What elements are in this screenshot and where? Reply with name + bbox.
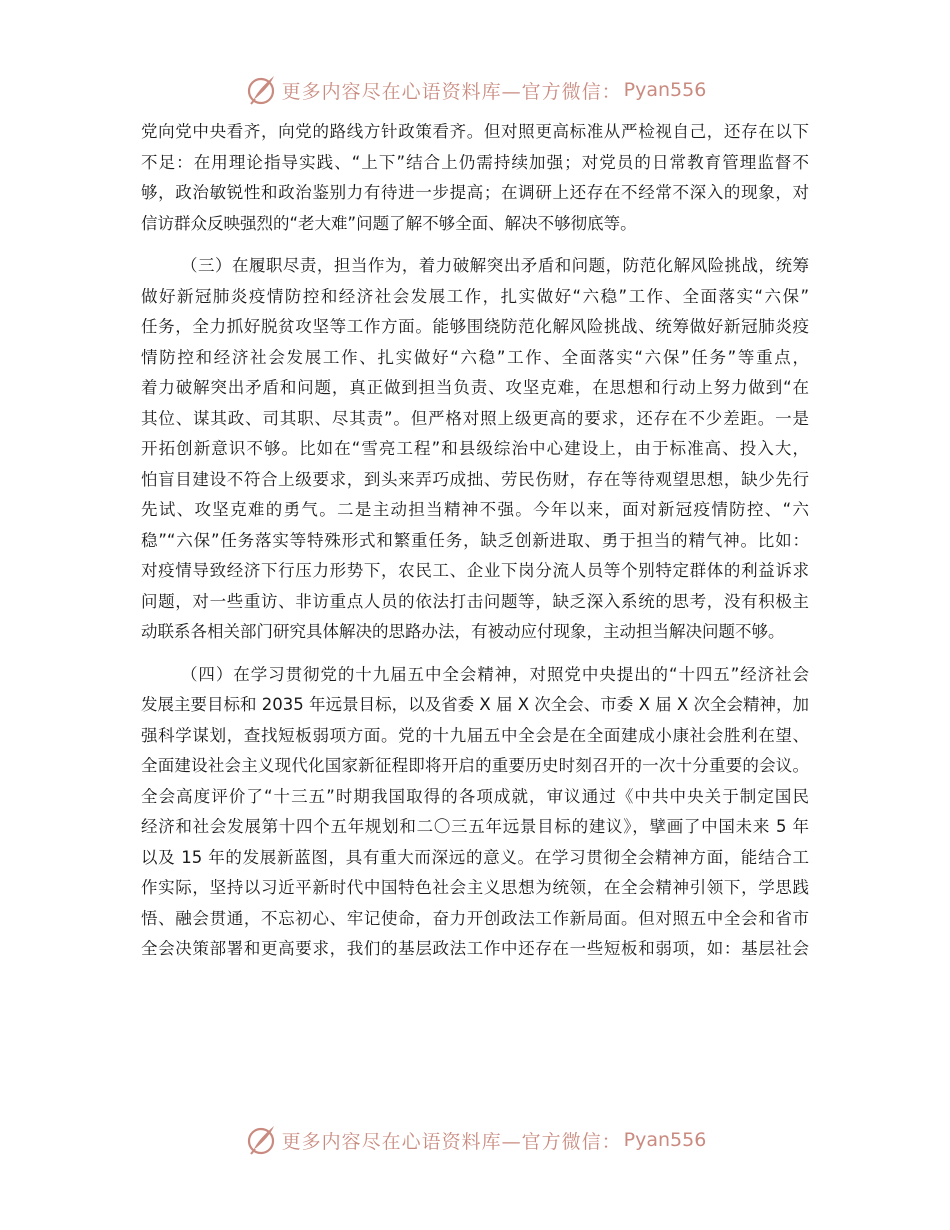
text-line: 作实际，坚持以习近平新时代中国特色社会主义思想为统领，在全会精神引领下，学思践 xyxy=(141,878,809,897)
text-line: （四）在学习贯彻党的十九届五中全会精神，对照党中央提出的“十四五”经济社会 xyxy=(181,664,809,684)
feather-logo-icon xyxy=(244,73,278,107)
text-line: 全会高度评价了“十三五”时期我国取得的各项成就，审议通过《中共中央关于制定国民 xyxy=(141,786,809,806)
text-line: 怕盲目建设不符合上级要求，到头来弄巧成拙、劳民伤财，存在等待观望思想，缺少先行 xyxy=(141,469,809,489)
text-line: （三）在履职尽责，担当作为，着力破解突出矛盾和问题，防范化解风险挑战，统筹 xyxy=(181,256,809,275)
text-line: 开拓创新意识不够。比如在“雪亮工程”和县级综治中心建设上，由于标准高、投入大， xyxy=(141,439,809,458)
paragraph xyxy=(141,117,809,239)
text-line: 党向党中央看齐，向党的路线方针政策看齐。但对照更高标准从严检视自己，还存在以下 xyxy=(141,122,809,141)
paragraph xyxy=(141,660,809,965)
text-line: 悟、融会贯通，不忘初心、牢记使命，奋力开创政法工作新局面。但对照五中全会和省市 xyxy=(141,908,809,928)
feather-logo-icon xyxy=(244,1123,278,1157)
text-line: 对疫情导致经济下行压力形势下，农民工、企业下岗分流人员等个别特定群体的利益诉求 xyxy=(141,561,809,580)
watermark-text: 更多内容尽在心语资料库—官方微信： xyxy=(281,80,622,103)
footer-watermark xyxy=(0,1120,950,1160)
text-line: 发展主要目标和 2035 年远景目标，以及省委 X 届 X 次全会、市委 X 届 X 次全会精神，加 xyxy=(141,695,809,714)
text-line: 问题，对一些重访、非访重点人员的依法打击问题等，缺乏深入系统的思考，没有积极主 xyxy=(141,591,809,611)
text-line: 全会决策部署和更高要求，我们的基层政法工作中还存在一些短板和弱项，如：基层社会 xyxy=(141,939,809,958)
header-watermark xyxy=(0,70,950,110)
paragraph xyxy=(141,251,809,648)
text-line: 稳”“六保”任务落实等特殊形式和繁重任务，缺乏创新进取、勇于担当的精气神。比如： xyxy=(141,530,809,550)
text-line: 情防控和经济社会发展工作、扎实做好“六稳”工作、全面落实“六保”任务”等重点， xyxy=(141,347,809,367)
text-line: 动联系各相关部门研究具体解决的思路办法，有被动应付现象，主动担当解决问题不够。 xyxy=(141,622,785,641)
text-line: 其位、谋其政、司其职、尽其责”。但严格对照上级更高的要求，还存在不少差距。一是 xyxy=(141,408,809,428)
text-line: 不足：在用理论指导实践、“上下”结合上仍需持续加强；对党员的日常教育管理监督不 xyxy=(141,152,809,172)
watermark-text: 更多内容尽在心语资料库—官方微信： xyxy=(281,1130,622,1153)
text-line: 着力破解突出矛盾和问题，真正做到担当负责、攻坚克难，在思想和行动上努力做到“在 xyxy=(141,378,809,397)
text-line: 够，政治敏锐性和政治鉴别力有待进一步提高；在调研上还存在不经常不深入的现象，对 xyxy=(141,183,809,202)
text-line: 强科学谋划，查找短板弱项方面。党的十九届五中全会是在全面建成小康社会胜利在望、 xyxy=(141,725,809,745)
watermark-wechat-id: Pyan556 xyxy=(623,1129,707,1151)
document-body xyxy=(141,117,809,965)
text-line: 经济和社会发展第十四个五年规划和二〇三五年远景目标的建议》，擘画了中国未来 5 年 xyxy=(141,817,809,836)
text-line: 以及 15 年的发展新蓝图，具有重大而深远的意义。在学习贯彻全会精神方面，能结合工 xyxy=(141,847,809,867)
text-line: 先试、攻坚克难的勇气。二是主动担当精神不强。今年以来，面对新冠疫情防控、“六 xyxy=(141,500,809,519)
text-line: 任务，全力抓好脱贫攻坚等工作方面。能够围绕防范化解风险挑战、统筹做好新冠肺炎疫 xyxy=(141,317,809,336)
text-line: 信访群众反映强烈的“老大难”问题了解不够全面、解决不够彻底等。 xyxy=(141,213,637,233)
watermark-wechat-id: Pyan556 xyxy=(623,79,707,101)
text-line: 做好新冠肺炎疫情防控和经济社会发展工作，扎实做好“六稳”工作、全面落实“六保” xyxy=(141,286,809,306)
text-line: 全面建设社会主义现代化国家新征程即将开启的重要历史时刻召开的一次十分重要的会议。 xyxy=(141,756,809,775)
